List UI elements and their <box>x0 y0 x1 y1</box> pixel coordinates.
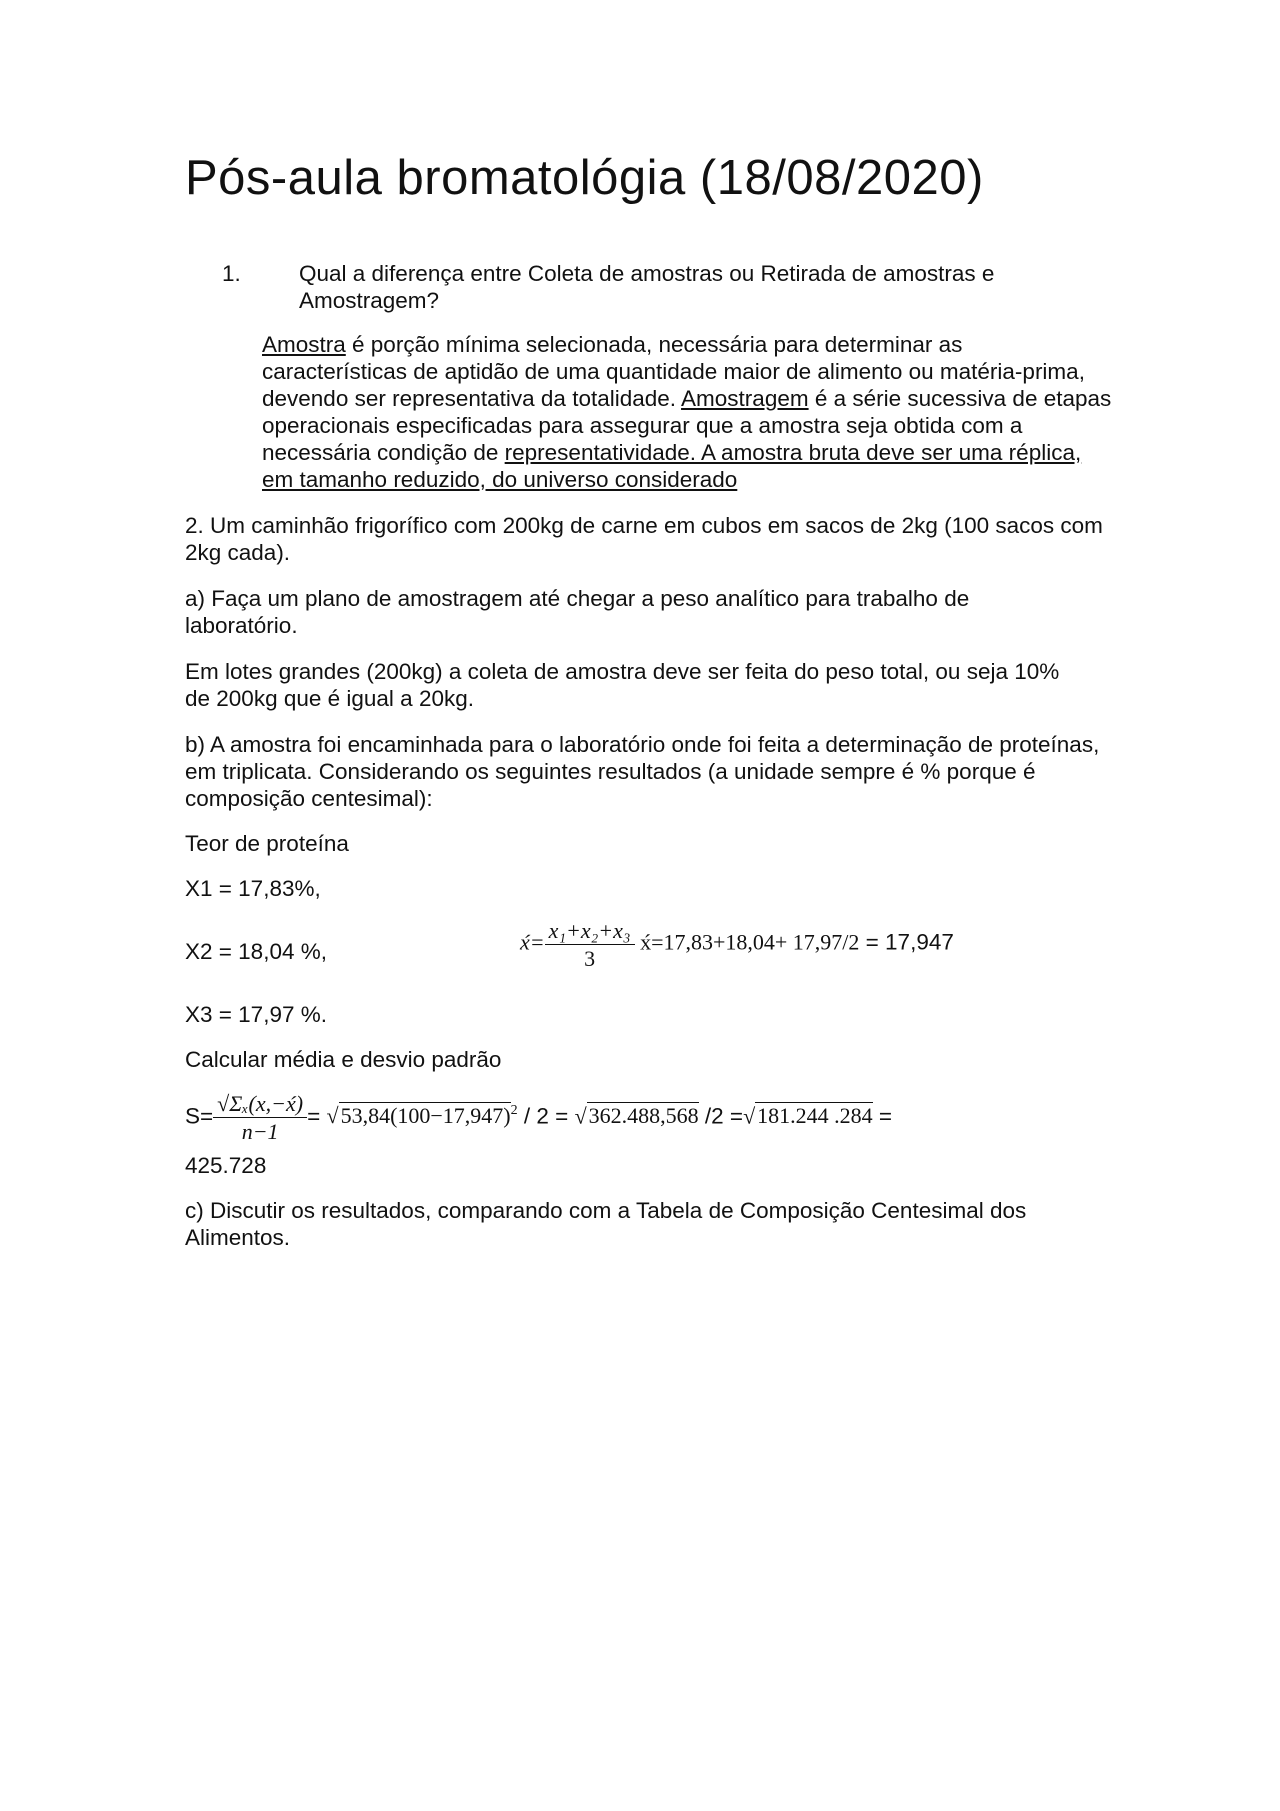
mean-numerator: x₁+x₂+x₃ <box>545 917 635 945</box>
sd-result: 425.728 <box>185 1153 267 1178</box>
mean-result: = 17,947 <box>859 929 954 955</box>
question-2-intro: 2. Um caminhão frigorífico com 200kg de carne em cubos em sacos de 2kg (100 sacos com 2kg cada). <box>185 513 1103 565</box>
sd-fraction <box>213 1090 307 1145</box>
mean-fraction <box>545 917 635 972</box>
question-1-number: 1. <box>222 261 241 286</box>
answer-text-1: é porção mínima selecionada, necessária para determinar as características de aptidão de uma quantidade maior de alimento ou matéria-prima, devendo ser representativa da totalidade. <box>262 332 1085 411</box>
mean-formula <box>520 917 954 972</box>
question-2b: b) A amostra foi encaminhada para o laboratório onde foi feita a determinação de proteínas, em triplicata. Considerando os seguintes resultados (a unidade sempre é % porque é composição centesimal): <box>185 732 1100 811</box>
teor-label: Teor de proteína <box>185 831 349 856</box>
term-amostragem: Amostragem <box>681 386 809 411</box>
page-title: Pós-aula bromatológia (18/08/2020) <box>185 151 984 205</box>
sd-sqrt-1: 53,84(100−17,947) <box>340 1103 511 1129</box>
calc-label: Calcular média e desvio padrão <box>185 1047 502 1072</box>
sd-s-label: S= <box>185 1103 214 1129</box>
x3-value: X3 = 17,97 %. <box>185 1002 327 1027</box>
term-representatividade: representatividade. A amostra bruta deve ser uma réplica, em tamanho reduzido, do universo considerado <box>262 440 1082 492</box>
sd-sqrt-2: 362.488,568 <box>588 1103 699 1129</box>
x2-value: X2 = 18,04 %, <box>185 939 327 964</box>
sd-denominator: n−1 <box>241 1119 279 1144</box>
question-1-text: Qual a diferença entre Coleta de amostras ou Retirada de amostras e Amostragem? <box>299 261 995 313</box>
sd-formula: S= $\frac{\text{√Σₓ(x,−x́)}}{n-1}$ = $√53,84(100-17,947)^2 / 2 = √362.488,568$ /2 =√181.244 .284 = <box>185 1091 893 1144</box>
sd-eq1: = <box>307 1103 321 1129</box>
sd-div-1: / 2 = <box>517 1103 575 1129</box>
mean-lhs: x́= <box>520 929 545 955</box>
question-2a-answer: Em lotes grandes (200kg) a coleta de amostra deve ser feita do peso total, ou seja 10% de 200kg que é igual a 20kg. <box>185 659 1060 711</box>
question-2a: a) Faça um plano de amostragem até chegar a peso analítico para trabalho de laboratório. <box>185 586 970 638</box>
term-amostra: Amostra <box>262 332 346 357</box>
sd-sqrt-3: 181.244 .284 <box>757 1103 873 1129</box>
answer-text-2: é a série sucessiva de etapas operacionais especificadas para assegurar que a amostra seja obtida com a necessária condição de <box>262 386 1112 465</box>
sd-div-2: /2 = <box>698 1103 744 1129</box>
sd-numerator: √Σₓ(x,−x́) <box>213 1090 307 1118</box>
mean-denominator: 3 <box>584 946 596 971</box>
x1-value: X1 = 17,83%, <box>185 876 321 901</box>
question-2c: c) Discutir os resultados, comparando com a Tabela de Composição Centesimal dos Alimentos. <box>185 1198 1027 1250</box>
sd-exponent: 2 <box>510 1103 518 1119</box>
mean-calc: x́=17,83+18,04+ 17,97/2 <box>640 929 860 955</box>
sd-eq-end: = <box>872 1103 893 1129</box>
question-1-answer <box>262 331 1112 493</box>
